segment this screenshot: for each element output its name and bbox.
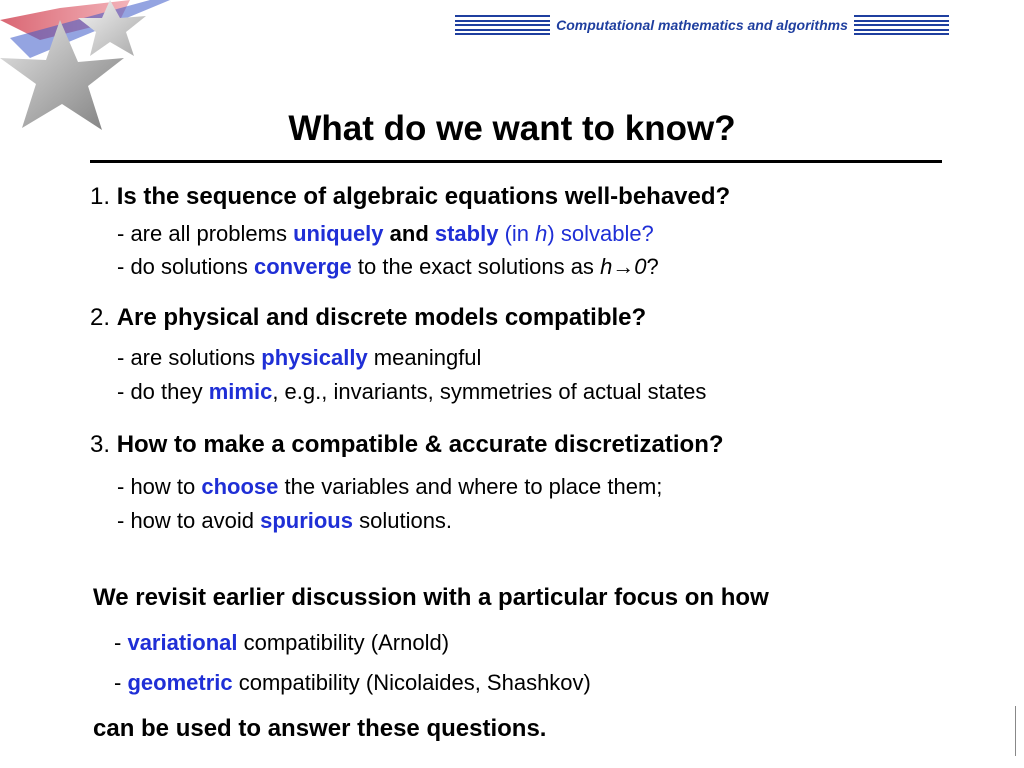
question-number: 1. <box>90 183 111 210</box>
question-2-item-1 <box>117 345 481 371</box>
item-text: ? <box>646 254 659 279</box>
item-text: ) solvable? <box>547 221 654 246</box>
title-divider <box>90 160 942 163</box>
item-text: compatibility (Nicolaides, Shashkov) <box>232 670 591 695</box>
item-text: - how to <box>117 474 202 499</box>
question-2-item-2 <box>117 379 706 405</box>
summary-item-1 <box>114 630 449 656</box>
item-highlight: spurious <box>260 508 353 533</box>
summary-intro: We revisit earlier discussion with a particular focus on how <box>93 584 769 611</box>
item-text: - are solutions <box>117 345 262 370</box>
item-variable: h→0 <box>600 254 647 279</box>
question-3-item-1 <box>117 474 662 500</box>
question-2 <box>90 304 646 332</box>
item-text: the variables and where to place them; <box>278 474 663 499</box>
item-text: (in <box>498 221 536 246</box>
question-1 <box>90 183 730 211</box>
question-title: How to make a compatible & accurate discretization? <box>116 431 724 458</box>
question-1-item-2 <box>117 254 659 280</box>
item-highlight: geometric <box>127 670 233 695</box>
item-highlight: converge <box>253 254 352 279</box>
question-title: Is the sequence of algebraic equations well-behaved? <box>116 183 731 210</box>
item-text: - do they <box>117 379 209 404</box>
item-text: compatibility (Arnold) <box>237 630 450 655</box>
item-highlight: physically <box>261 345 368 370</box>
item-text: and <box>383 221 435 246</box>
item-text: , e.g., invariants, symmetries of actual states <box>272 379 707 404</box>
question-1-item-1 <box>117 221 654 247</box>
item-text: - do solutions <box>117 254 254 279</box>
item-text: solutions. <box>352 508 453 533</box>
question-title: Are physical and discrete models compatible? <box>116 304 647 331</box>
item-text: - how to avoid <box>117 508 261 533</box>
item-text: - are all problems <box>117 221 294 246</box>
item-highlight: uniquely <box>293 221 384 246</box>
item-variable: h <box>535 221 548 246</box>
slide-edge-mark <box>1015 706 1024 756</box>
item-text: meaningful <box>367 345 482 370</box>
question-3-item-2 <box>117 508 452 534</box>
question-3 <box>90 431 724 459</box>
header-stripes-right <box>854 15 949 35</box>
item-text: - <box>114 670 128 695</box>
header-stripes-left <box>455 15 550 35</box>
item-highlight: variational <box>127 630 238 655</box>
page-title: What do we want to know? <box>288 109 736 148</box>
header-title: Computational mathematics and algorithms <box>556 17 848 33</box>
question-number: 3. <box>90 431 111 458</box>
header-band <box>455 14 949 36</box>
item-highlight: stably <box>434 221 499 246</box>
summary-item-2 <box>114 670 591 696</box>
summary-outro: can be used to answer these questions. <box>93 715 547 742</box>
item-highlight: mimic <box>208 379 273 404</box>
item-highlight: choose <box>201 474 279 499</box>
item-text: - <box>114 630 128 655</box>
item-text: to the exact solutions as <box>351 254 601 279</box>
question-number: 2. <box>90 304 111 331</box>
